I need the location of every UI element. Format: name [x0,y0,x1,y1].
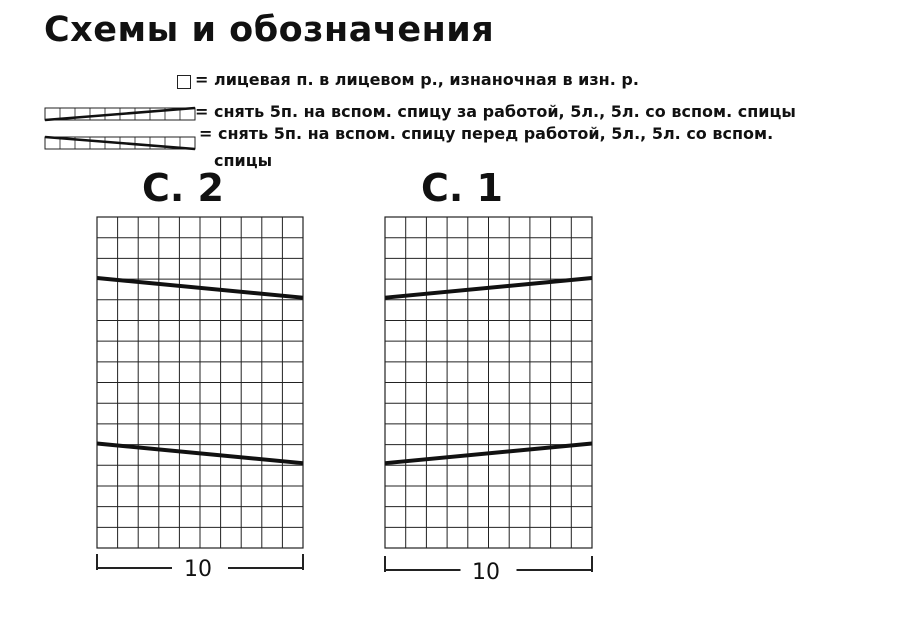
cable-front-symbol-icon [45,137,195,149]
cable-back-symbol-icon [45,108,195,120]
chart-label-c1: С. 1 [421,166,503,210]
page-title: Схемы и обозначения [44,10,495,50]
chart-width-label-c1: 10 [472,560,500,585]
chart-label-c2: С. 2 [142,166,224,210]
chart-width-label-c2: 10 [184,557,212,582]
legend-cable-front-text-line1: = снять 5п. на вспом. спицу перед работой, 5л., 5л. со вспом. [199,124,774,143]
legend-knit-text: = лицевая п. в лицевом р., изнаночная в изн. р. [195,70,639,89]
legend-cable-back-text: = снять 5п. на вспом. спицу за работой, 5л., 5л. со вспом. спицы [195,102,796,121]
legend-cable-front-text-line2: спицы [214,151,273,170]
